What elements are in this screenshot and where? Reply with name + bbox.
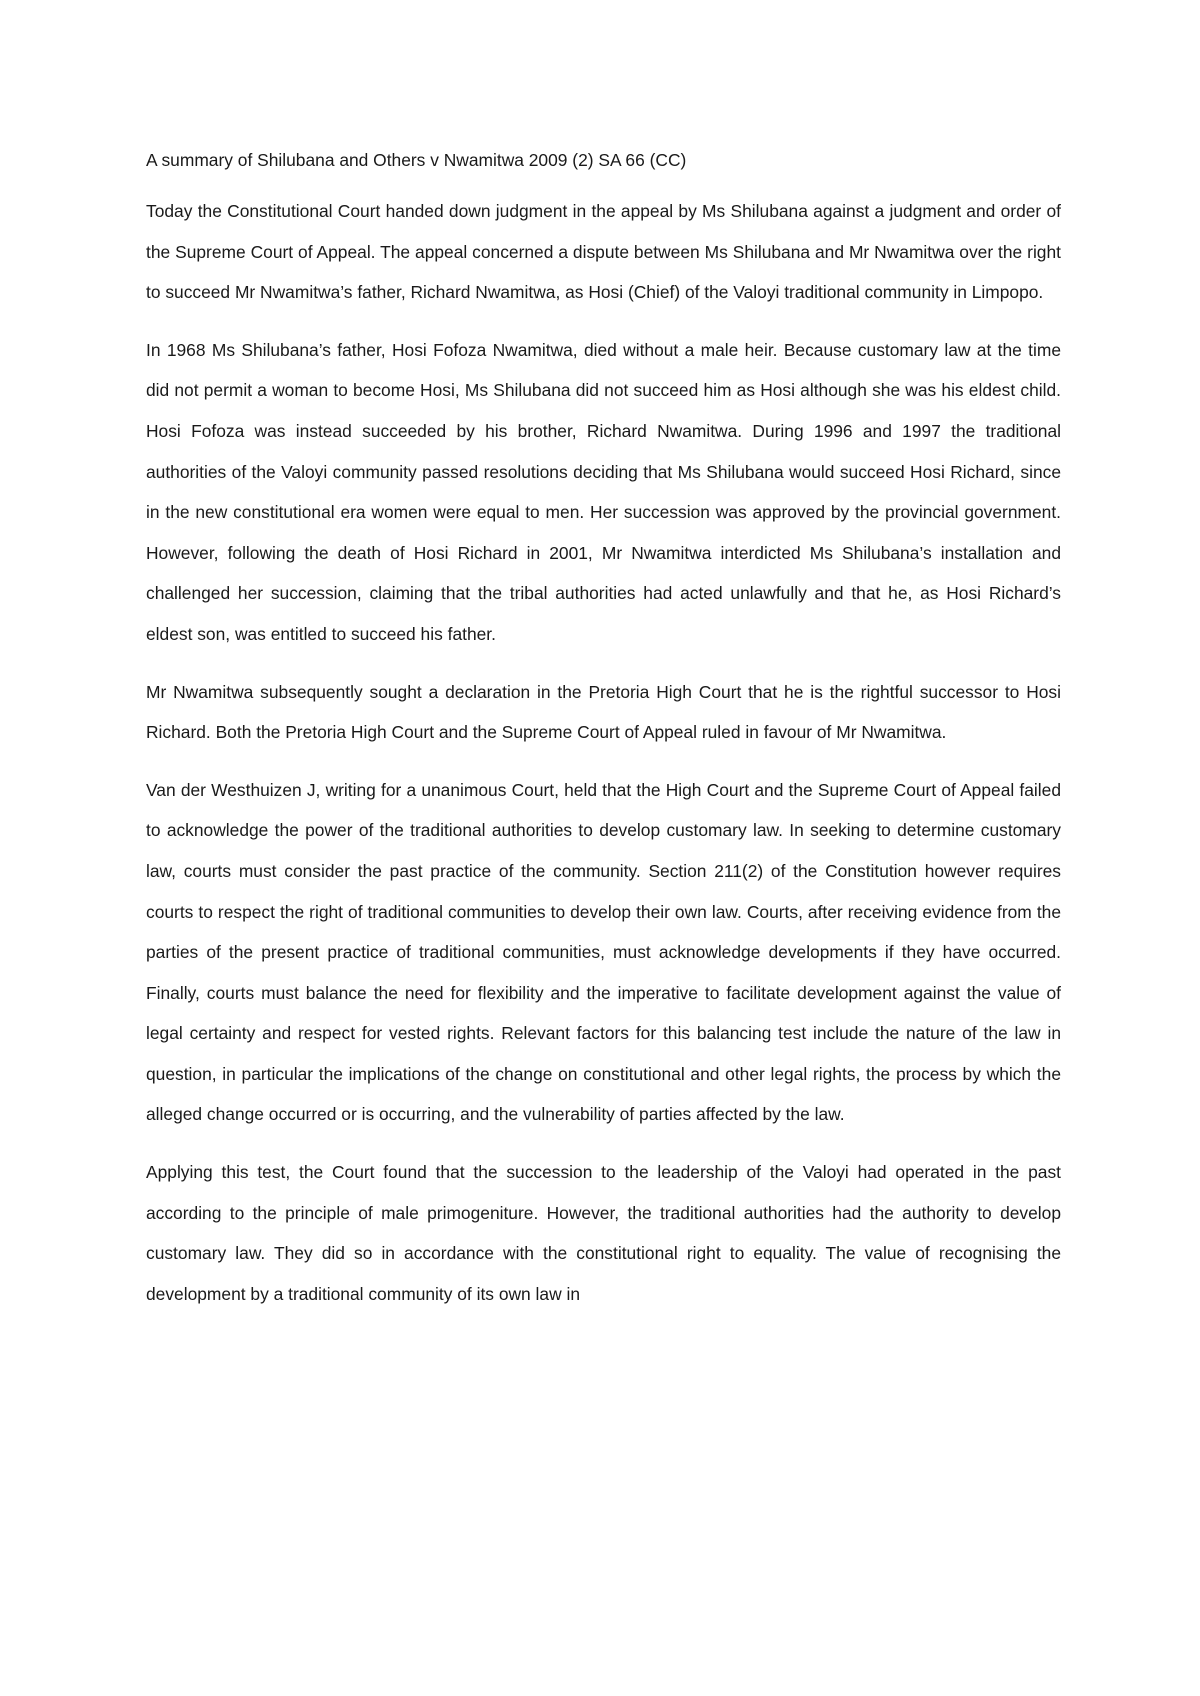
paragraph-3: Mr Nwamitwa subsequently sought a declaration in the Pretoria High Court that he is the rightful successor to Hosi Richard. Both the Pretoria High Court and the Supreme Court of Appeal ruled in favour of Mr Nwamitwa.	[146, 681, 1061, 743]
document-title: A summary of Shilubana and Others v Nwamitwa 2009 (2) SA 66 (CC)	[146, 150, 687, 170]
paragraph-1: Today the Constitutional Court handed down judgment in the appeal by Ms Shilubana against a judgment and order of the Supreme Court of Appeal. The appeal concerned a dispute between Ms Shilubana and Mr Nwamitwa over the right to succeed Mr Nwamitwa’s father, Richard Nwamitwa, as Hosi (Chief) of the Valoyi traditional community in Limpopo.	[146, 201, 1061, 303]
document-body	[146, 146, 1061, 1331]
paragraph-5: Applying this test, the Court found that the succession to the leadership of the Valoyi had operated in the past according to the principle of male primogeniture. However, the traditional authorities had the authority to develop customary law. They did so in accordance with the constitutional right to equality. The value of recognising the development by a traditional community of its own law in	[146, 1162, 1061, 1304]
paragraph-2: In 1968 Ms Shilubana’s father, Hosi Fofoza Nwamitwa, died without a male heir. Because customary law at the time did not permit a woman to become Hosi, Ms Shilubana did not succeed him as Hosi although she was his eldest child. Hosi Fofoza was instead succeeded by his brother, Richard Nwamitwa. During 1996 and 1997 the traditional authorities of the Valoyi community passed resolutions deciding that Ms Shilubana would succeed Hosi Richard, since in the new constitutional era women were equal to men. Her succession was approved by the provincial government. However, following the death of Hosi Richard in 2001, Mr Nwamitwa interdicted Ms Shilubana’s installation and challenged her succession, claiming that the tribal authorities had acted unlawfully and that he, as Hosi Richard’s eldest son, was entitled to succeed his father.	[146, 339, 1061, 644]
paragraph-4: Van der Westhuizen J, writing for a unanimous Court, held that the High Court and the Supreme Court of Appeal failed to acknowledge the power of the traditional authorities to develop customary law. In seeking to determine customary law, courts must consider the past practice of the community. Section 211(2) of the Constitution however requires courts to respect the right of traditional communities to develop their own law. Courts, after receiving evidence from the parties of the present practice of traditional communities, must acknowledge developments if they have occurred. Finally, courts must balance the need for flexibility and the imperative to facilitate development against the value of legal certainty and respect for vested rights. Relevant factors for this balancing test include the nature of the law in question, in particular the implications of the change on constitutional and other legal rights, the process by which the alleged change occurred or is occurring, and the vulnerability of parties affected by the law.	[146, 779, 1061, 1125]
